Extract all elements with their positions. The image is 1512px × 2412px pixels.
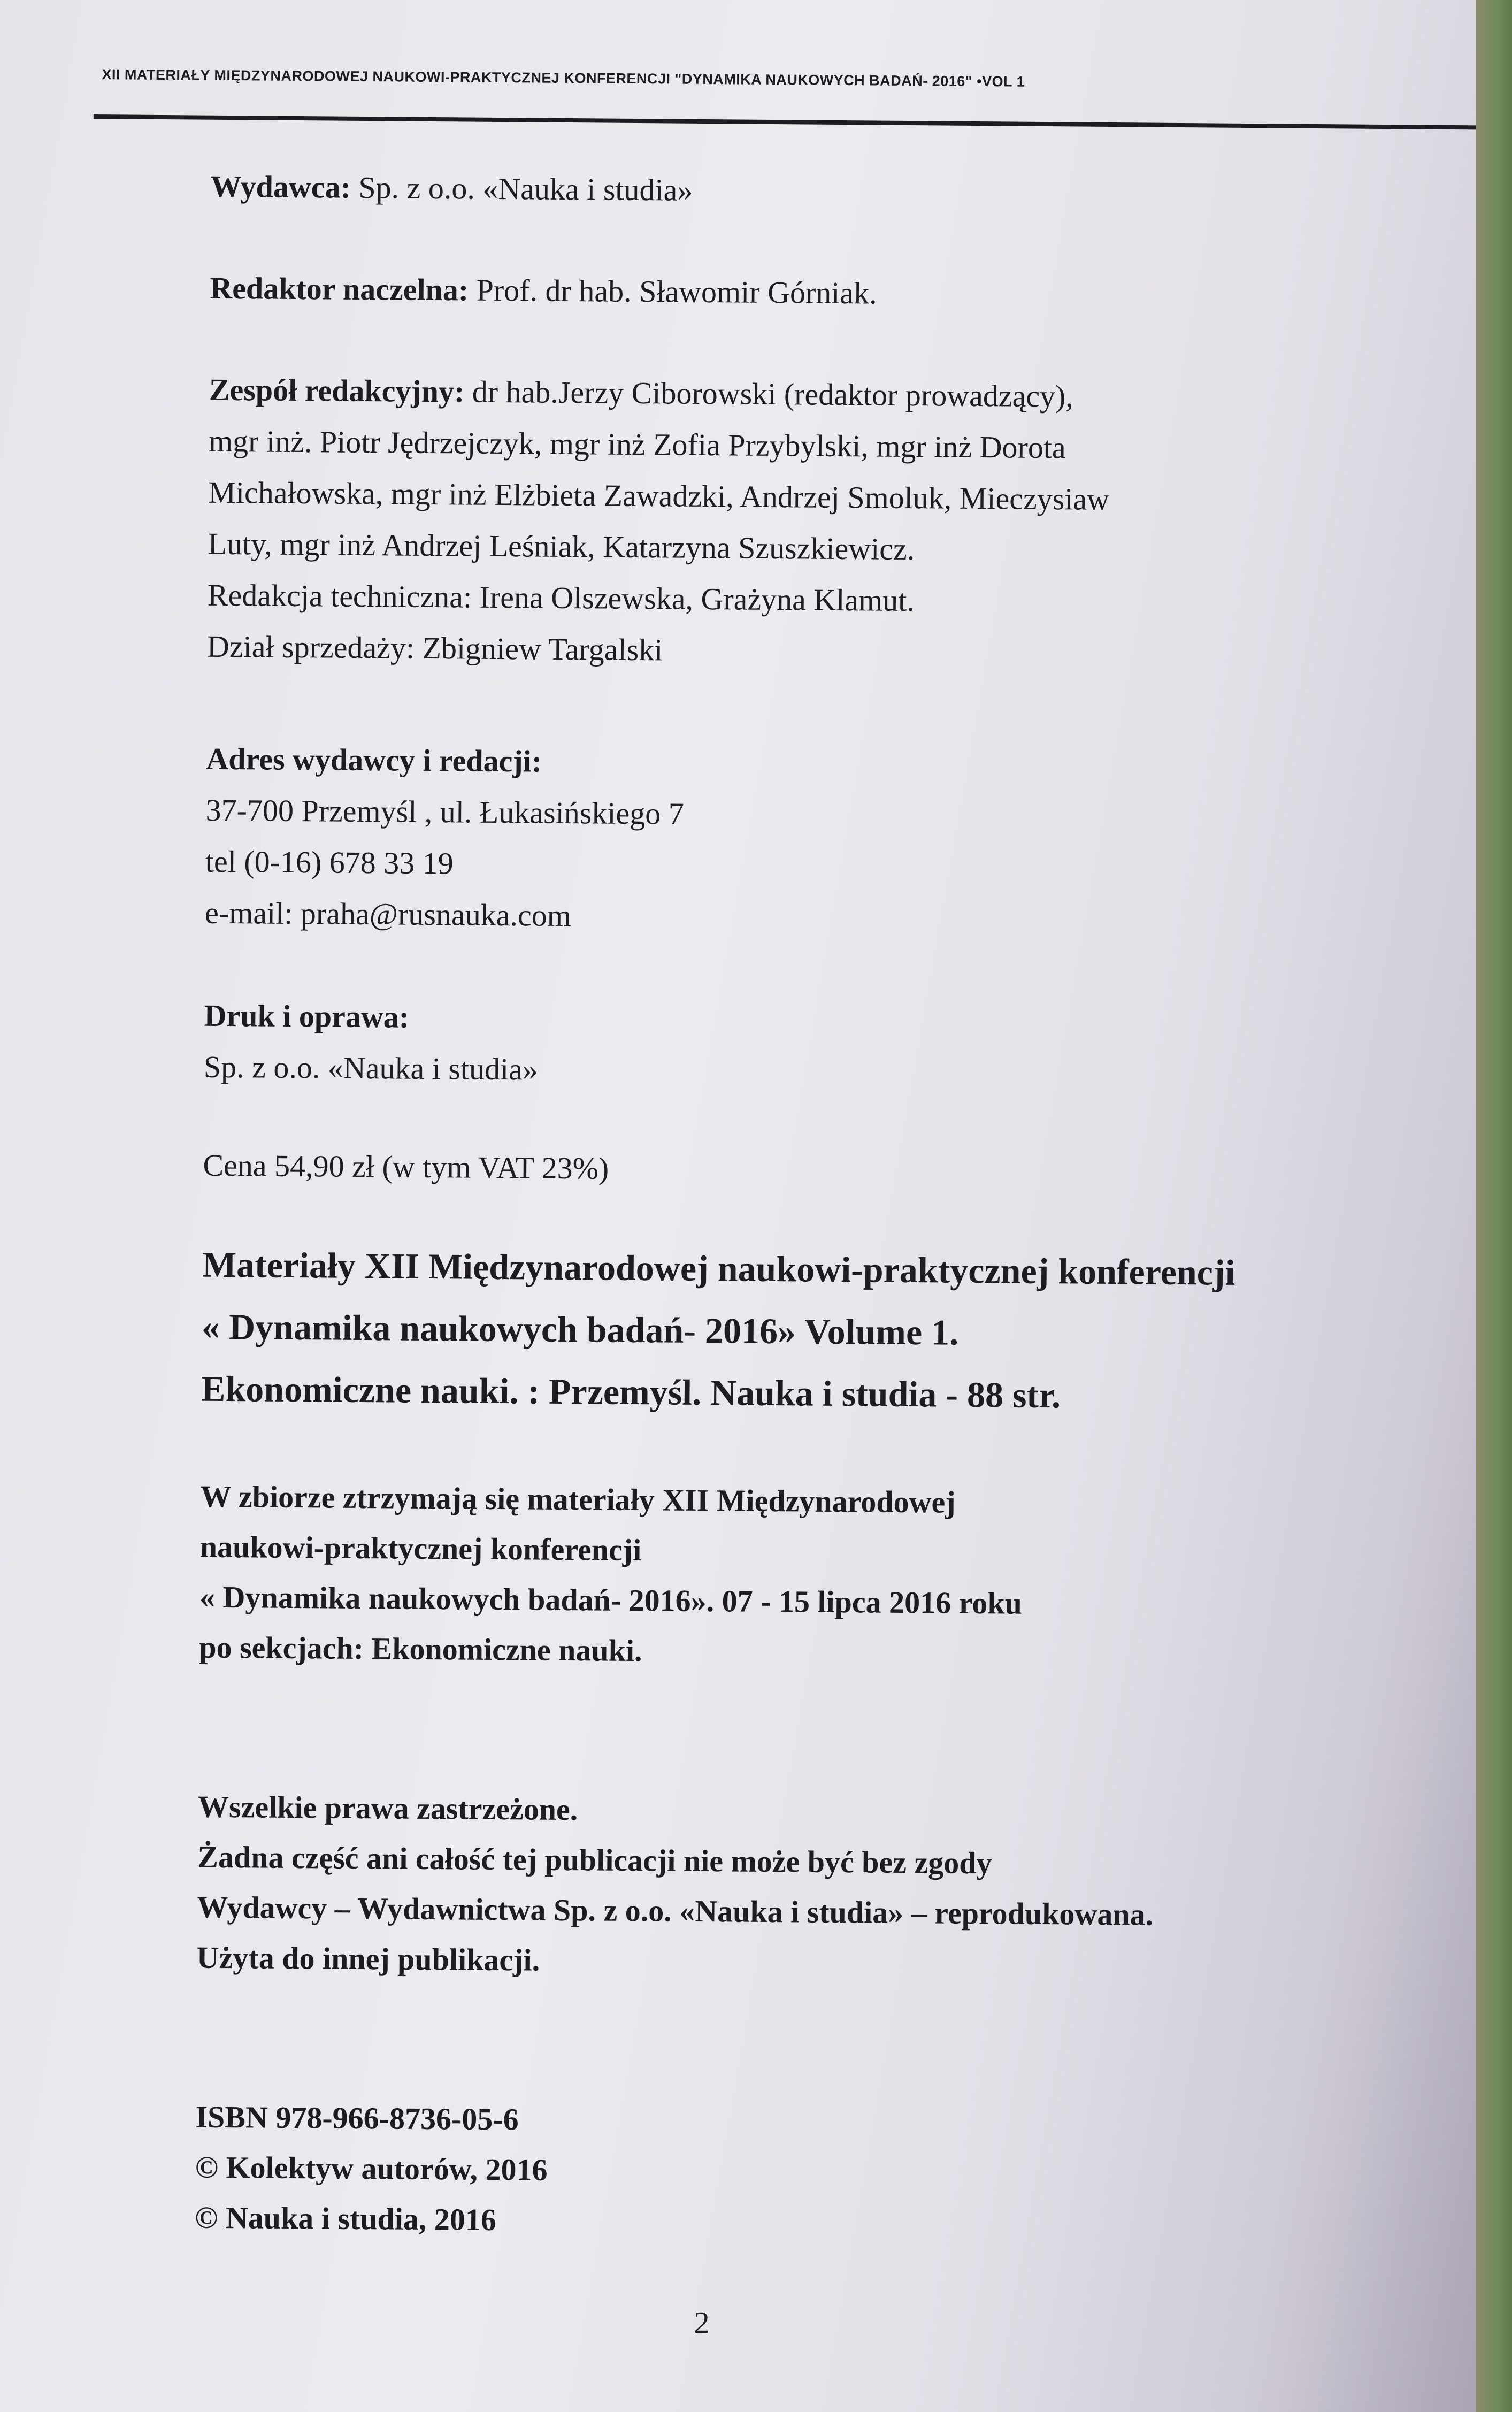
- collection-line1: W zbiorze ztrzymają się materiały XII Międzynarodowej: [200, 1479, 956, 1520]
- rights-line2: Żadna część ani całość tej publicacji nie może być bez zgody: [197, 1839, 992, 1881]
- team-line6: Dział sprzedaży: Zbigniew Targalski: [206, 629, 663, 668]
- team-line1: dr hab.Jerzy Ciborowski (redaktor prowadzący),: [464, 374, 1074, 414]
- collection-line3: « Dynamika naukowych badań- 2016». 07 - 15 lipca 2016 roku: [199, 1579, 1023, 1621]
- collection-line2: naukowi-praktycznej konferencji: [199, 1529, 642, 1568]
- team-line2: mgr inż. Piotr Jędrzejczyk, mgr inż Zofia Przybylski, mgr inż Dorota: [208, 423, 1066, 465]
- collection-line4: po sekcjach: Ekonomiczne nauki.: [199, 1629, 642, 1668]
- rights-line4: Użyta do innej publikacji.: [196, 1940, 540, 1978]
- page-number: 2: [694, 2304, 710, 2340]
- print-label: Druk i oprawa:: [204, 998, 410, 1035]
- background-edge: [1476, 0, 1512, 2412]
- team-line5: Redakcja techniczna: Irena Olszewska, Grażyna Klamut.: [207, 577, 915, 618]
- copyright-authors: © Kolektyw autorów, 2016: [195, 2149, 548, 2187]
- publisher-block: [210, 161, 1387, 221]
- header-rule: [94, 114, 1476, 129]
- citation-line1: Materiały XII Międzynarodowej naukowi-praktycznej konferencji: [202, 1244, 1235, 1293]
- rights-line3: Wydawcy – Wydawnictwa Sp. z o.o. «Nauka i studia» – reprodukowana.: [197, 1889, 1154, 1932]
- citation-line2: « Dynamika naukowych badań- 2016» Volume 1.: [201, 1306, 959, 1353]
- price-text: Cena 54,90 zł (w tym VAT 23%): [203, 1147, 609, 1186]
- editor-block: [210, 263, 1387, 323]
- editorial-team-block: [207, 364, 1386, 682]
- address-email: e-mail: praha@rusnauka.com: [204, 895, 572, 933]
- team-line4: Luty, mgr inż Andrzej Leśniak, Katarzyna Szuszkiewicz.: [208, 526, 915, 567]
- address-label: Adres wydawcy i redacji:: [206, 741, 542, 779]
- isbn-number: ISBN 978-966-8736-05-6: [195, 2099, 519, 2137]
- publisher-label: Wydawca:: [210, 169, 351, 205]
- copyright-publisher: © Nauka i studia, 2016: [194, 2200, 497, 2238]
- citation-block: [201, 1234, 1379, 1429]
- isbn-block: [195, 2092, 1372, 2252]
- address-tel: tel (0-16) 678 33 19: [205, 844, 454, 881]
- publisher-value: Sp. z o.o. «Nauka i studia»: [350, 170, 693, 208]
- editor-value: Prof. dr hab. Sławomir Górniak.: [468, 272, 877, 311]
- running-header: XII MATERIAŁY MIĘDZYNARODOWEJ NAUKOWI-PRAKTYCZNEJ KONFERENCJI "DYNAMIKA NAUKOWYCH BADAŃ- 2016" •VOL 1: [102, 66, 1025, 90]
- address-street: 37-700 Przemyśl , ul. Łukasińskiego 7: [205, 792, 684, 831]
- address-block: [205, 733, 1383, 948]
- collection-block: [199, 1472, 1377, 1682]
- team-label: Zespół redakcyjny:: [209, 372, 465, 409]
- citation-line3: Ekonomiczne nauki. : Przemyśl. Nauka i studia - 88 str.: [201, 1368, 1061, 1416]
- team-line3: Michałowska, mgr inż Elżbieta Zawadzki, Andrzej Smoluk, Mieczysiaw: [208, 474, 1110, 517]
- print-value: Sp. z o.o. «Nauka i studia»: [203, 1049, 539, 1087]
- editor-label: Redaktor naczelna:: [210, 270, 469, 308]
- print-block: [204, 990, 1381, 1102]
- rights-block: [196, 1782, 1375, 1992]
- rights-line1: Wszelkie prawa zastrzeżone.: [197, 1789, 578, 1827]
- price-block: [203, 1140, 1380, 1200]
